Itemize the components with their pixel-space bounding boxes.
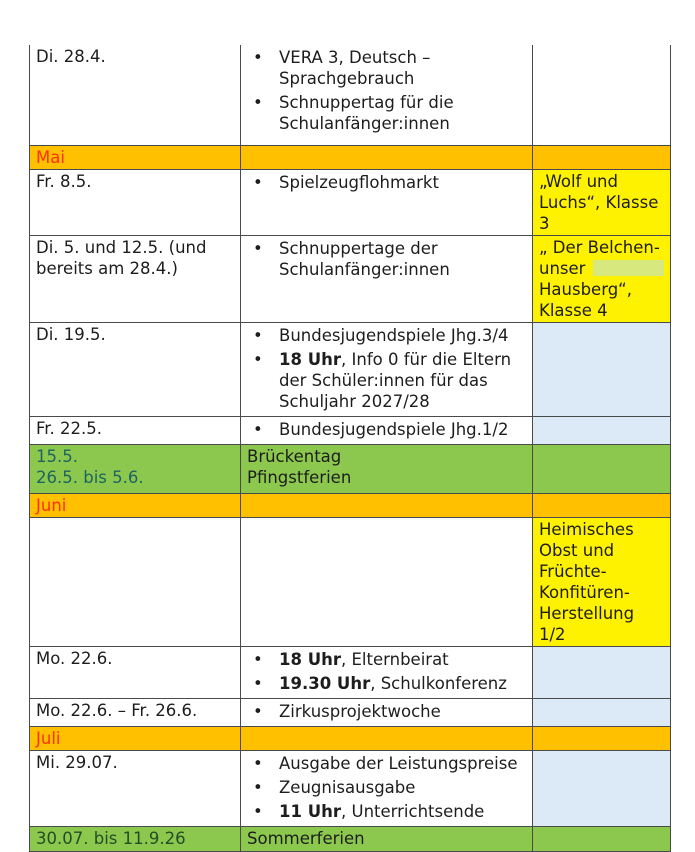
month-cell-spacer	[241, 726, 533, 750]
month-cell-spacer	[241, 145, 533, 169]
note-text: Heimisches	[539, 519, 634, 539]
note-text-line	[539, 171, 664, 192]
bullet-icon: •	[253, 419, 263, 439]
note-text-line	[539, 603, 664, 645]
date-text: Fr. 8.5.	[36, 171, 92, 191]
date-cell	[30, 826, 241, 851]
events-cell	[241, 698, 533, 726]
bullet-icon: •	[253, 325, 263, 345]
bullet-text: Bundesjugendspiele Jhg.1/2	[279, 419, 509, 439]
events-cell	[241, 169, 533, 235]
date-text: Di. 28.4.	[36, 47, 106, 66]
bullet-icon: •	[253, 753, 263, 773]
date-text: Mo. 22.6. – Fr. 26.6.	[36, 700, 198, 720]
bullet-icon: •	[253, 172, 263, 192]
note-text: Obst und	[539, 540, 615, 560]
bullet-rest: , Schulkonferenz	[370, 673, 507, 693]
bullet-icon: •	[253, 48, 263, 67]
table-row	[30, 726, 671, 750]
date-cell	[30, 45, 241, 145]
holiday-label: Sommerferien	[247, 828, 365, 848]
events-cell	[241, 750, 533, 826]
date-cell	[30, 646, 241, 698]
bullet-text	[279, 673, 526, 694]
note-text-line	[539, 279, 664, 300]
note-text: Klasse 4	[539, 300, 608, 320]
table-row	[30, 698, 671, 726]
note-text-line	[539, 519, 664, 540]
table-row	[30, 826, 671, 851]
bullet-text: Bundesjugendspiele Jhg.3/4	[279, 325, 509, 345]
note-text-line	[539, 300, 664, 321]
note-text-line	[539, 192, 664, 234]
date-cell	[30, 444, 241, 493]
holiday-date: 30.07. bis 11.9.26	[36, 828, 186, 848]
bullet-icon: •	[253, 349, 263, 369]
calendar-table	[29, 45, 671, 852]
table-row	[30, 517, 671, 646]
month-cell	[30, 726, 241, 750]
date-cell	[30, 750, 241, 826]
month-label: Mai	[36, 147, 65, 167]
notes-cell	[533, 826, 671, 851]
events-cell	[241, 517, 533, 646]
bullet-icon: •	[253, 93, 263, 112]
note-text: Luchs“, Klasse 3	[539, 192, 659, 233]
bullet-text: Ausgabe der Leistungspreise	[279, 753, 518, 773]
events-cell	[241, 416, 533, 444]
table-row	[30, 750, 671, 826]
notes-cell	[533, 444, 671, 493]
bullet-text	[279, 349, 526, 412]
table-row	[30, 45, 671, 145]
table-row	[30, 416, 671, 444]
bullet-list-item	[247, 238, 526, 280]
date-cell	[30, 698, 241, 726]
date-text: Mo. 22.6.	[36, 648, 113, 668]
table-row	[30, 444, 671, 493]
holiday-date: 26.5. bis 5.6.	[36, 467, 144, 487]
table-row	[30, 235, 671, 322]
notes-cell	[533, 698, 671, 726]
bullet-list-item	[247, 172, 526, 193]
events-cell	[241, 646, 533, 698]
bullet-text: VERA 3, Deutsch – Sprachgebrauch	[279, 48, 431, 88]
note-text-line	[539, 561, 664, 582]
note-text: Hausberg“,	[539, 279, 632, 299]
bullet-time-bold: 11 Uhr	[279, 801, 341, 821]
note-text-line	[539, 540, 664, 561]
holiday-label: Brückentag	[247, 446, 342, 466]
date-text: Fr. 22.5.	[36, 418, 103, 438]
notes-cell	[533, 517, 671, 646]
bullet-icon: •	[253, 649, 263, 669]
month-cell-spacer	[533, 145, 671, 169]
highlight-mark	[593, 260, 664, 276]
events-cell	[241, 235, 533, 322]
notes-cell	[533, 235, 671, 322]
notes-cell	[533, 416, 671, 444]
table-row	[30, 493, 671, 517]
bullet-time-bold: 19.30 Uhr	[279, 673, 371, 693]
bullet-text	[279, 649, 526, 670]
note-text-line	[539, 582, 664, 603]
bullet-text: Schnuppertag für die Schulanfänger:innen	[279, 93, 454, 133]
bullet-list-item	[247, 701, 526, 722]
events-cell	[241, 45, 533, 145]
note-text-line	[539, 237, 664, 258]
bullet-list-item	[247, 349, 526, 412]
notes-cell	[533, 45, 671, 145]
date-cell	[30, 235, 241, 322]
note-text: Herstellung 1/2	[539, 603, 635, 644]
table-row	[30, 169, 671, 235]
holiday-label: Pfingstferien	[247, 467, 352, 487]
date-cell	[30, 169, 241, 235]
month-cell-spacer	[533, 726, 671, 750]
bullet-icon: •	[253, 777, 263, 797]
date-cell	[30, 517, 241, 646]
notes-cell	[533, 646, 671, 698]
bullet-list-item	[247, 777, 526, 798]
bullet-time-bold: 18 Uhr	[279, 349, 341, 369]
calendar-table-body	[30, 45, 671, 851]
notes-cell	[533, 169, 671, 235]
date-text: Mi. 29.07.	[36, 752, 118, 772]
bullet-icon: •	[253, 673, 263, 693]
note-text: Konfitüren-	[539, 582, 630, 602]
date-text: Di. 19.5.	[36, 324, 106, 344]
bullet-icon: •	[253, 801, 263, 821]
month-label: Juli	[36, 728, 61, 748]
table-row	[30, 145, 671, 169]
bullet-text: Zirkusprojektwoche	[279, 701, 441, 721]
month-cell	[30, 493, 241, 517]
bullet-rest: , Unterrichtsende	[341, 801, 485, 821]
month-cell-spacer	[533, 493, 671, 517]
bullet-icon: •	[253, 238, 263, 258]
date-cell	[30, 322, 241, 416]
date-cell	[30, 416, 241, 444]
bullet-list-item	[247, 649, 526, 670]
note-text: Früchte-	[539, 561, 607, 581]
bullet-icon: •	[253, 701, 263, 721]
month-cell	[30, 145, 241, 169]
bullet-list-item	[247, 801, 526, 822]
note-text: „ Der Belchen-	[539, 237, 660, 257]
bullet-text: Schnuppertage der Schulanfänger:innen	[279, 238, 450, 279]
month-label: Juni	[36, 495, 67, 515]
notes-cell	[533, 750, 671, 826]
note-text: „Wolf und	[539, 171, 618, 191]
bullet-list-item	[247, 753, 526, 774]
bullet-text	[279, 801, 526, 822]
holiday-date: 15.5.	[36, 446, 78, 466]
bullet-text: Spielzeugflohmarkt	[279, 172, 439, 192]
bullet-list-item	[247, 325, 526, 346]
bullet-list-item	[247, 47, 526, 89]
date-text: bereits am 28.4.)	[36, 258, 178, 278]
notes-cell	[533, 322, 671, 416]
holiday-label-cell	[241, 444, 533, 493]
month-cell-spacer	[241, 493, 533, 517]
bullet-rest: , Info 0 für die Eltern der Schüler:innen für das Schuljahr 2027/28	[279, 349, 512, 411]
table-row	[30, 322, 671, 416]
bullet-rest: , Elternbeirat	[341, 649, 449, 669]
date-text: Di. 5. und 12.5. (und	[36, 237, 207, 257]
holiday-label-cell	[241, 826, 533, 851]
bullet-list-item	[247, 419, 526, 440]
bullet-list-item	[247, 92, 526, 134]
note-text: unser	[539, 258, 586, 278]
bullet-list-item	[247, 673, 526, 694]
note-text-line	[539, 258, 664, 279]
events-cell	[241, 322, 533, 416]
bullet-time-bold: 18 Uhr	[279, 649, 341, 669]
table-row	[30, 646, 671, 698]
bullet-text: Zeugnisausgabe	[279, 777, 416, 797]
